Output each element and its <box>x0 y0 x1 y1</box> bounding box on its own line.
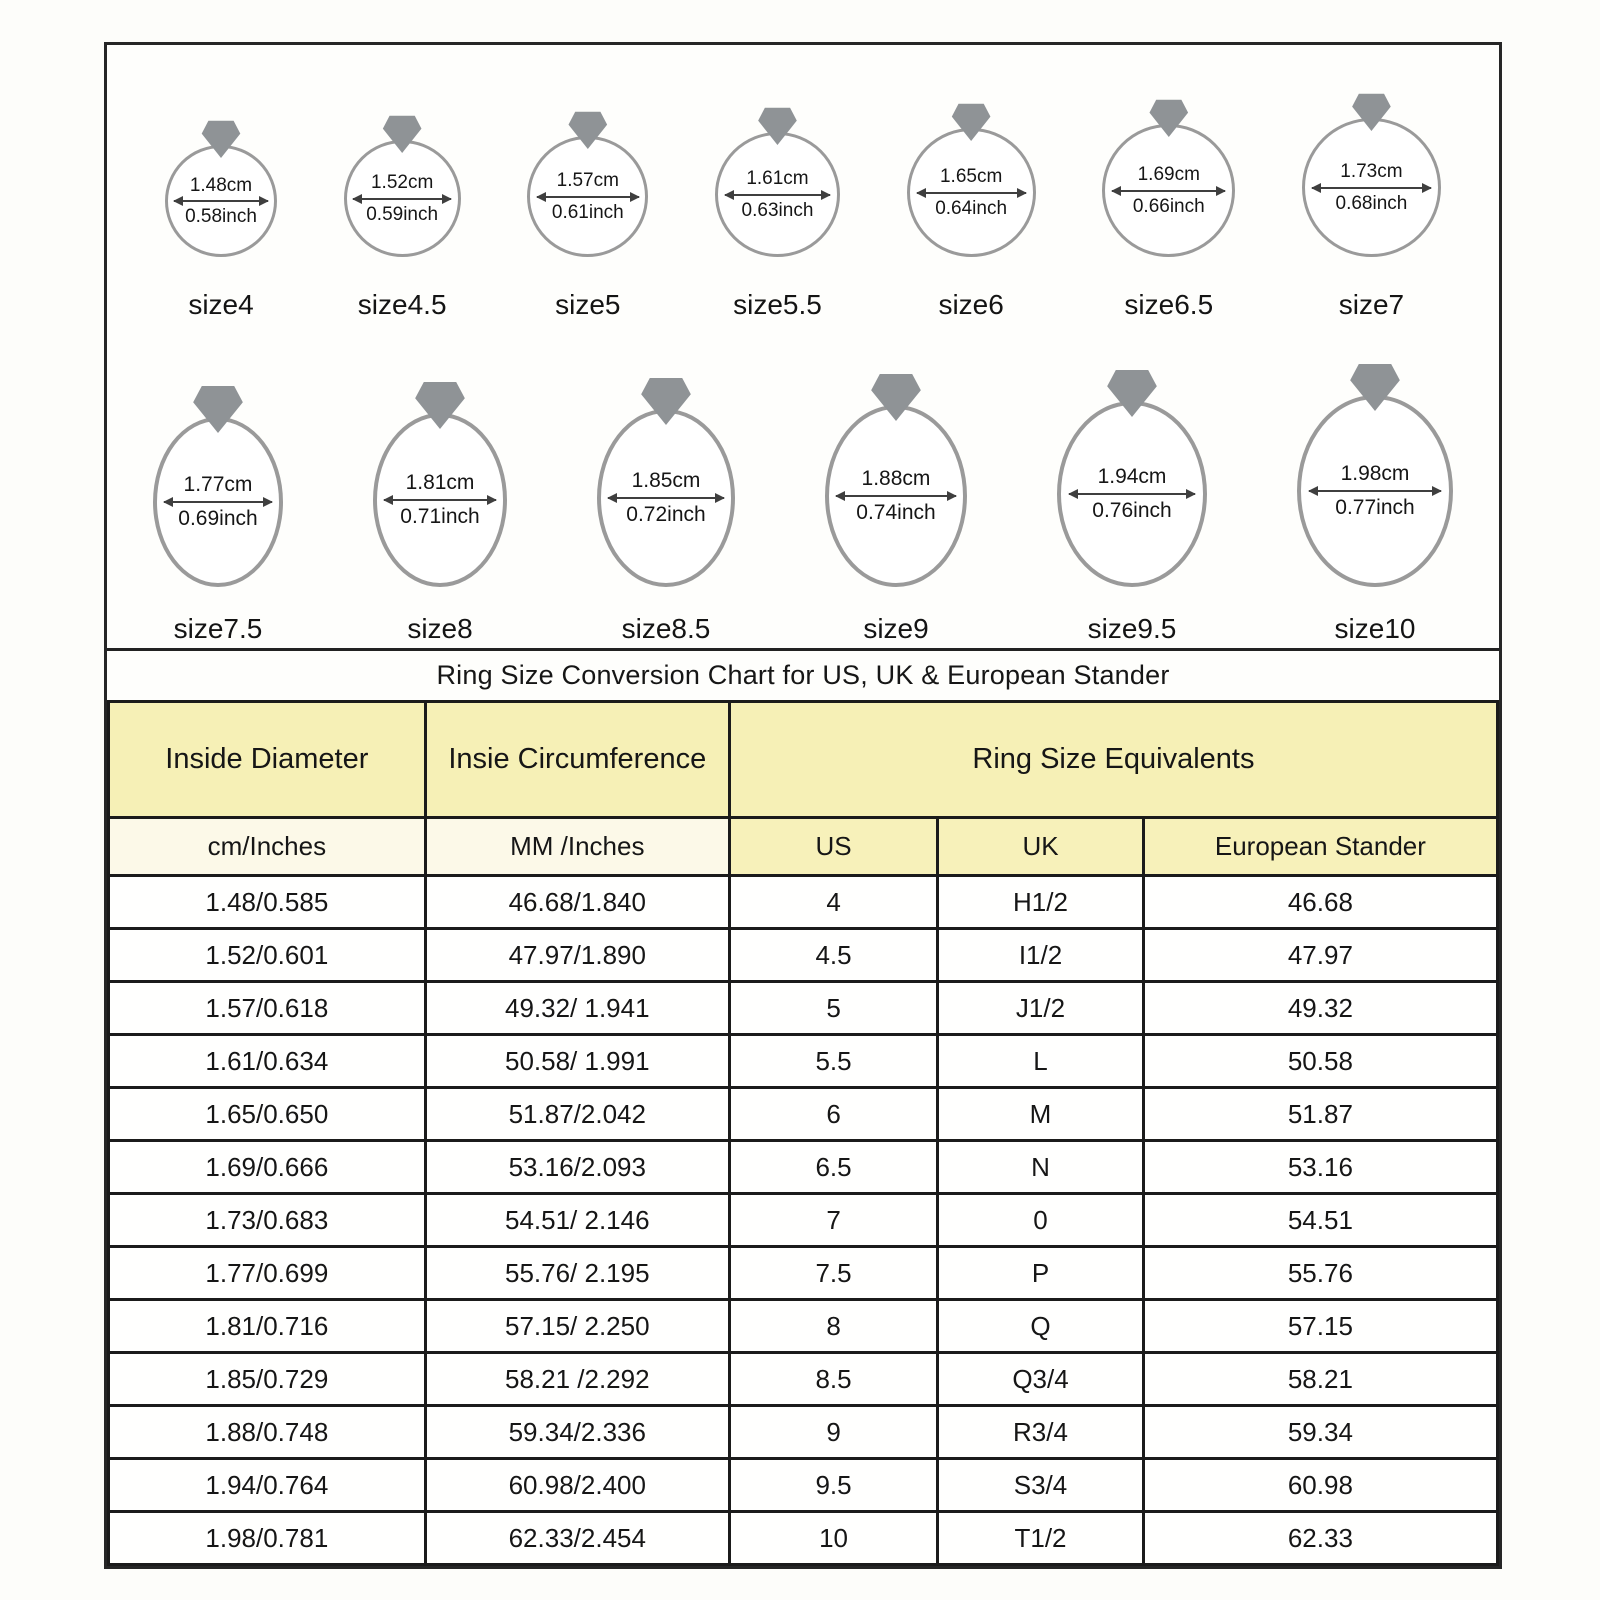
cell-us: 7 <box>729 1194 937 1247</box>
ring-figure <box>1057 347 1207 587</box>
cell-uk: S3/4 <box>938 1459 1144 1512</box>
ring-size-label: size6 <box>938 289 1004 320</box>
ring-figure <box>715 67 840 257</box>
cell-diameter: 1.65/0.650 <box>109 1088 426 1141</box>
cell-circumference: 62.33/2.454 <box>425 1512 729 1565</box>
cell-circumference: 59.34/2.336 <box>425 1406 729 1459</box>
ring-size-label: size8 <box>407 613 473 644</box>
col-header-uk: UK <box>938 818 1144 876</box>
table-row <box>109 1353 1498 1406</box>
diameter-measure <box>915 166 1028 219</box>
diameter-inch: 0.66inch <box>1132 195 1205 217</box>
col-header-european-stander: European Stander <box>1143 818 1497 876</box>
table-row <box>109 1035 1498 1088</box>
cell-european: 51.87 <box>1143 1088 1497 1141</box>
cell-circumference: 50.58/ 1.991 <box>425 1035 729 1088</box>
diameter-measure <box>1067 465 1198 522</box>
cell-european: 54.51 <box>1143 1194 1497 1247</box>
header-inside-diameter: Inside Diameter <box>109 702 426 818</box>
ring-size-label: size9 <box>863 613 929 644</box>
diameter-arrow-icon <box>836 495 955 497</box>
cell-uk: 0 <box>938 1194 1144 1247</box>
diameter-cm: 1.61cm <box>746 168 809 190</box>
ring-size-label: size8.5 <box>621 613 711 644</box>
ring-size-chart-board <box>104 42 1502 1569</box>
cell-uk: J1/2 <box>938 982 1144 1035</box>
ring-row-2 <box>107 347 1499 645</box>
cell-diameter: 1.77/0.699 <box>109 1247 426 1300</box>
ring-size7 <box>1302 67 1441 321</box>
cell-uk: P <box>938 1247 1144 1300</box>
diameter-cm: 1.88cm <box>861 467 931 491</box>
table-row <box>109 982 1498 1035</box>
cell-diameter: 1.57/0.618 <box>109 982 426 1035</box>
cell-european: 55.76 <box>1143 1247 1497 1300</box>
col-header-mm-inches: MM /Inches <box>425 818 729 876</box>
diameter-inch: 0.64inch <box>935 197 1008 219</box>
diameter-measure <box>1310 161 1432 214</box>
cell-european: 57.15 <box>1143 1300 1497 1353</box>
ring-band <box>1057 401 1207 587</box>
ring-size5-5 <box>715 67 840 321</box>
ring-size9 <box>825 347 967 645</box>
diameter-inch: 0.61inch <box>551 201 624 223</box>
diameter-measure <box>1110 164 1227 217</box>
ring-figure <box>373 347 507 587</box>
cell-european: 49.32 <box>1143 982 1497 1035</box>
cell-circumference: 51.87/2.042 <box>425 1088 729 1141</box>
diameter-inch: 0.58inch <box>185 206 257 227</box>
cell-us: 9.5 <box>729 1459 937 1512</box>
cell-european: 62.33 <box>1143 1512 1497 1565</box>
cell-us: 9 <box>729 1406 937 1459</box>
diameter-inch: 0.71inch <box>400 505 480 528</box>
table-row <box>109 1247 1498 1300</box>
cell-european: 50.58 <box>1143 1035 1497 1088</box>
diameter-inch: 0.77inch <box>1335 496 1415 519</box>
diameter-arrow-icon <box>174 200 268 202</box>
cell-us: 5.5 <box>729 1035 937 1088</box>
diameter-inch: 0.76inch <box>1092 499 1172 522</box>
ring-band <box>1102 124 1235 257</box>
diameter-cm: 1.48cm <box>189 174 253 196</box>
ring-size7-5 <box>153 347 283 645</box>
diameter-cm: 1.69cm <box>1137 164 1200 186</box>
cell-us: 6.5 <box>729 1141 937 1194</box>
ring-band <box>825 405 967 587</box>
ring-figure <box>1297 347 1453 587</box>
table-title: Ring Size Conversion Chart for US, UK & European Stander <box>107 648 1499 700</box>
ring-figure <box>153 347 283 587</box>
diameter-arrow-icon <box>1112 190 1225 192</box>
ring-size-label: size4.5 <box>357 289 447 320</box>
diameter-measure <box>834 467 957 524</box>
cell-diameter: 1.61/0.634 <box>109 1035 426 1088</box>
diameter-arrow-icon <box>725 194 830 196</box>
table-row <box>109 1088 1498 1141</box>
table-row <box>109 1512 1498 1565</box>
group-header-row <box>109 702 1498 818</box>
ring-band <box>527 136 648 257</box>
diameter-cm: 1.52cm <box>370 172 434 194</box>
ring-figure <box>1302 67 1441 257</box>
ring-size-label: size7.5 <box>173 613 263 644</box>
diameter-arrow-icon <box>1312 187 1430 189</box>
ring-figure <box>825 347 967 587</box>
ring-figure <box>165 67 277 257</box>
cell-uk: Q <box>938 1300 1144 1353</box>
diameter-inch: 0.59inch <box>366 203 439 225</box>
diameter-arrow-icon <box>1309 490 1441 492</box>
ring-band <box>1302 118 1441 257</box>
ring-band <box>373 413 507 587</box>
cell-circumference: 55.76/ 2.195 <box>425 1247 729 1300</box>
ring-size6 <box>907 67 1036 321</box>
diameter-cm: 1.98cm <box>1340 462 1410 486</box>
ring-size-label: size10 <box>1334 613 1416 644</box>
ring-size6-5 <box>1102 67 1235 321</box>
cell-us: 7.5 <box>729 1247 937 1300</box>
ring-size-label: size4 <box>188 289 254 320</box>
col-header-us: US <box>729 818 937 876</box>
cell-circumference: 57.15/ 2.250 <box>425 1300 729 1353</box>
cell-us: 4.5 <box>729 929 937 982</box>
diameter-arrow-icon <box>164 501 272 503</box>
diameter-cm: 1.77cm <box>183 473 253 497</box>
cell-circumference: 49.32/ 1.941 <box>425 982 729 1035</box>
cell-uk: I1/2 <box>938 929 1144 982</box>
cell-diameter: 1.48/0.585 <box>109 876 426 929</box>
cell-european: 59.34 <box>1143 1406 1497 1459</box>
table-row <box>109 1194 1498 1247</box>
diameter-inch: 0.74inch <box>856 501 936 524</box>
ring-size-label: size5 <box>555 289 621 320</box>
diameter-arrow-icon <box>608 497 724 499</box>
cell-diameter: 1.85/0.729 <box>109 1353 426 1406</box>
ring-size5 <box>527 67 648 321</box>
diameter-inch: 0.72inch <box>626 503 706 526</box>
diameter-measure <box>351 172 453 225</box>
col-header-cm-inches: cm/Inches <box>109 818 426 876</box>
cell-circumference: 58.21 /2.292 <box>425 1353 729 1406</box>
diameter-cm: 1.85cm <box>631 469 701 493</box>
cell-uk: L <box>938 1035 1144 1088</box>
diameter-arrow-icon <box>917 192 1026 194</box>
cell-european: 60.98 <box>1143 1459 1497 1512</box>
ring-band <box>907 128 1036 257</box>
cell-european: 53.16 <box>1143 1141 1497 1194</box>
ring-band <box>1297 395 1453 587</box>
diameter-cm: 1.94cm <box>1097 465 1167 489</box>
cell-diameter: 1.94/0.764 <box>109 1459 426 1512</box>
ring-size-label: size7 <box>1338 289 1405 320</box>
cell-uk: H1/2 <box>938 876 1144 929</box>
ring-figure <box>907 67 1036 257</box>
ring-band <box>153 417 283 587</box>
diameter-cm: 1.81cm <box>405 471 475 495</box>
diameter-inch: 0.63inch <box>741 199 814 221</box>
ring-figure <box>344 67 461 257</box>
table-row <box>109 1300 1498 1353</box>
cell-diameter: 1.88/0.748 <box>109 1406 426 1459</box>
diameter-arrow-icon <box>1069 493 1196 495</box>
cell-uk: R3/4 <box>938 1406 1144 1459</box>
diameter-measure <box>535 170 641 223</box>
conversion-table <box>107 700 1499 1566</box>
cell-us: 5 <box>729 982 937 1035</box>
header-ring-size-equivalents: Ring Size Equivalents <box>729 702 1497 818</box>
cell-circumference: 53.16/2.093 <box>425 1141 729 1194</box>
table-row <box>109 1406 1498 1459</box>
cell-diameter: 1.81/0.716 <box>109 1300 426 1353</box>
diameter-measure <box>172 175 270 228</box>
ring-band <box>344 140 461 257</box>
cell-uk: T1/2 <box>938 1512 1144 1565</box>
diameter-cm: 1.57cm <box>556 170 619 192</box>
ring-row-1 <box>107 67 1499 321</box>
cell-circumference: 60.98/2.400 <box>425 1459 729 1512</box>
ring-size-label: size6.5 <box>1124 289 1214 320</box>
column-header-row <box>109 818 1498 876</box>
cell-circumference: 47.97/1.890 <box>425 929 729 982</box>
cell-circumference: 46.68/1.840 <box>425 876 729 929</box>
cell-uk: M <box>938 1088 1144 1141</box>
diameter-measure <box>1307 462 1443 519</box>
ring-band <box>165 145 277 257</box>
diameter-measure <box>723 168 832 221</box>
cell-circumference: 54.51/ 2.146 <box>425 1194 729 1247</box>
cell-us: 8 <box>729 1300 937 1353</box>
ring-figure <box>527 67 648 257</box>
cell-european: 58.21 <box>1143 1353 1497 1406</box>
cell-european: 46.68 <box>1143 876 1497 929</box>
diameter-cm: 1.65cm <box>939 166 1003 188</box>
diameter-arrow-icon <box>537 196 639 198</box>
diameter-cm: 1.73cm <box>1340 161 1403 183</box>
ring-size-label: size5.5 <box>733 289 822 320</box>
ring-figure <box>597 347 735 587</box>
cell-uk: N <box>938 1141 1144 1194</box>
diameter-inch: 0.69inch <box>178 507 258 530</box>
diameter-inch: 0.68inch <box>1335 192 1408 214</box>
ring-size9-5 <box>1057 347 1207 645</box>
cell-european: 47.97 <box>1143 929 1497 982</box>
cell-diameter: 1.98/0.781 <box>109 1512 426 1565</box>
table-row <box>109 876 1498 929</box>
ring-size8 <box>373 347 507 645</box>
ring-size4-5 <box>344 67 461 321</box>
cell-us: 6 <box>729 1088 937 1141</box>
diameter-measure <box>162 473 274 530</box>
cell-diameter: 1.73/0.683 <box>109 1194 426 1247</box>
table-row <box>109 1459 1498 1512</box>
cell-diameter: 1.69/0.666 <box>109 1141 426 1194</box>
cell-uk: Q3/4 <box>938 1353 1144 1406</box>
cell-us: 10 <box>729 1512 937 1565</box>
ring-size10 <box>1297 347 1453 645</box>
table-row <box>109 929 1498 982</box>
ring-figure <box>1102 67 1235 257</box>
header-inside-circumference: Insie Circumference <box>425 702 729 818</box>
ring-size8-5 <box>597 347 735 645</box>
ring-size-label: size9.5 <box>1087 613 1177 644</box>
cell-diameter: 1.52/0.601 <box>109 929 426 982</box>
ring-band <box>715 132 840 257</box>
diameter-arrow-icon <box>353 198 451 200</box>
cell-us: 4 <box>729 876 937 929</box>
ring-size4 <box>165 67 277 321</box>
ring-diagrams-section <box>107 45 1499 648</box>
diameter-measure <box>382 471 498 528</box>
cell-us: 8.5 <box>729 1353 937 1406</box>
ring-band <box>597 409 735 587</box>
table-row <box>109 1141 1498 1194</box>
diameter-measure <box>606 469 726 526</box>
diameter-arrow-icon <box>384 499 496 501</box>
